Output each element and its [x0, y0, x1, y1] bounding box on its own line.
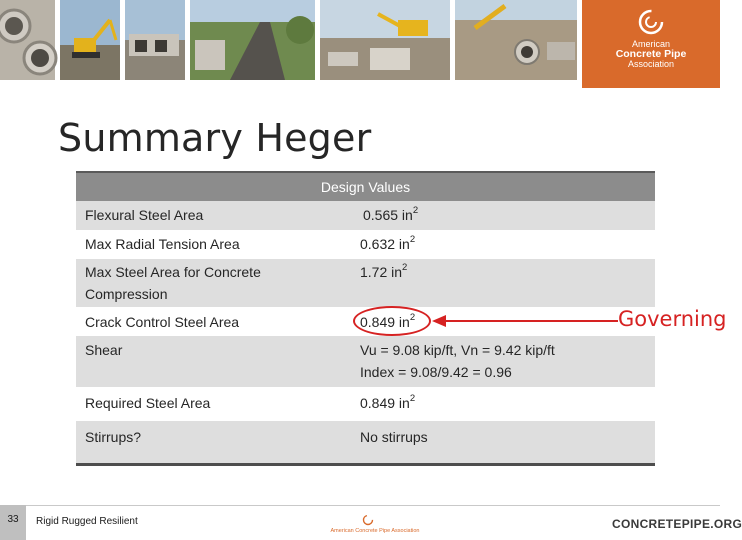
- acpa-logo-icon: [637, 8, 665, 36]
- table-row: [76, 230, 655, 259]
- table-header: Design Values: [76, 171, 655, 201]
- governing-label: Governing: [618, 307, 727, 331]
- website-link[interactable]: CONCRETEPIPE.ORG: [612, 517, 742, 531]
- row-value: 0.849 $in^2$: [360, 393, 416, 411]
- table-row: [76, 259, 655, 307]
- banner-photo-excavator: [60, 0, 120, 80]
- row-label: Max Steel Area for Concrete Compression: [85, 264, 261, 302]
- brand-line-1: American: [631, 39, 670, 49]
- table-row: [76, 336, 655, 387]
- footer-divider: [26, 505, 720, 506]
- row-value: 0.632 $in^2$: [360, 234, 416, 252]
- row-label: Required Steel Area: [85, 395, 211, 411]
- table-row: [76, 201, 655, 230]
- row-value: 1.72 $in^2$: [360, 262, 408, 280]
- banner-photo-culvert: [125, 0, 185, 80]
- footer-tagline: Rigid Rugged Resilient: [36, 516, 138, 527]
- brand-block: [582, 0, 720, 88]
- brand-line-3: Association: [627, 59, 675, 70]
- banner-photo-loader: [320, 0, 450, 80]
- table-row: [76, 421, 655, 463]
- page-number: 33: [0, 505, 26, 540]
- row-label: Shear: [85, 342, 123, 358]
- brand-name: [582, 40, 720, 70]
- governing-highlight-circle: [353, 306, 431, 336]
- footer-logo: [312, 514, 438, 538]
- row-value: Vu = 9.08 kip/ft, Vn = 9.42 kip/ft Index = 9.08/9.42 = 0.96: [360, 342, 555, 380]
- row-value: No stirrups: [360, 429, 428, 445]
- banner-photo-trench: [455, 0, 577, 80]
- banner-photo-pipes: [0, 0, 55, 80]
- governing-arrow-icon: [430, 312, 620, 330]
- row-value: 0.849 $in^2$: [360, 312, 416, 330]
- header-banner: [0, 0, 720, 88]
- banner-photo-road: [190, 0, 315, 80]
- row-label: Crack Control Steel Area: [85, 314, 240, 330]
- acpa-small-logo-icon: [362, 514, 374, 526]
- row-label: Stirrups?: [85, 429, 142, 445]
- slide-title: Summary Heger: [58, 116, 372, 160]
- footer-logo-text: American Concrete Pipe Association: [330, 528, 420, 534]
- row-label: Max Radial Tension Area: [85, 236, 240, 252]
- brand-line-2: Concrete Pipe: [615, 48, 687, 61]
- row-value: 0.565 $in^2$: [363, 205, 419, 223]
- row-label: Flexural Steel Area: [85, 207, 204, 223]
- table-row: [76, 387, 655, 421]
